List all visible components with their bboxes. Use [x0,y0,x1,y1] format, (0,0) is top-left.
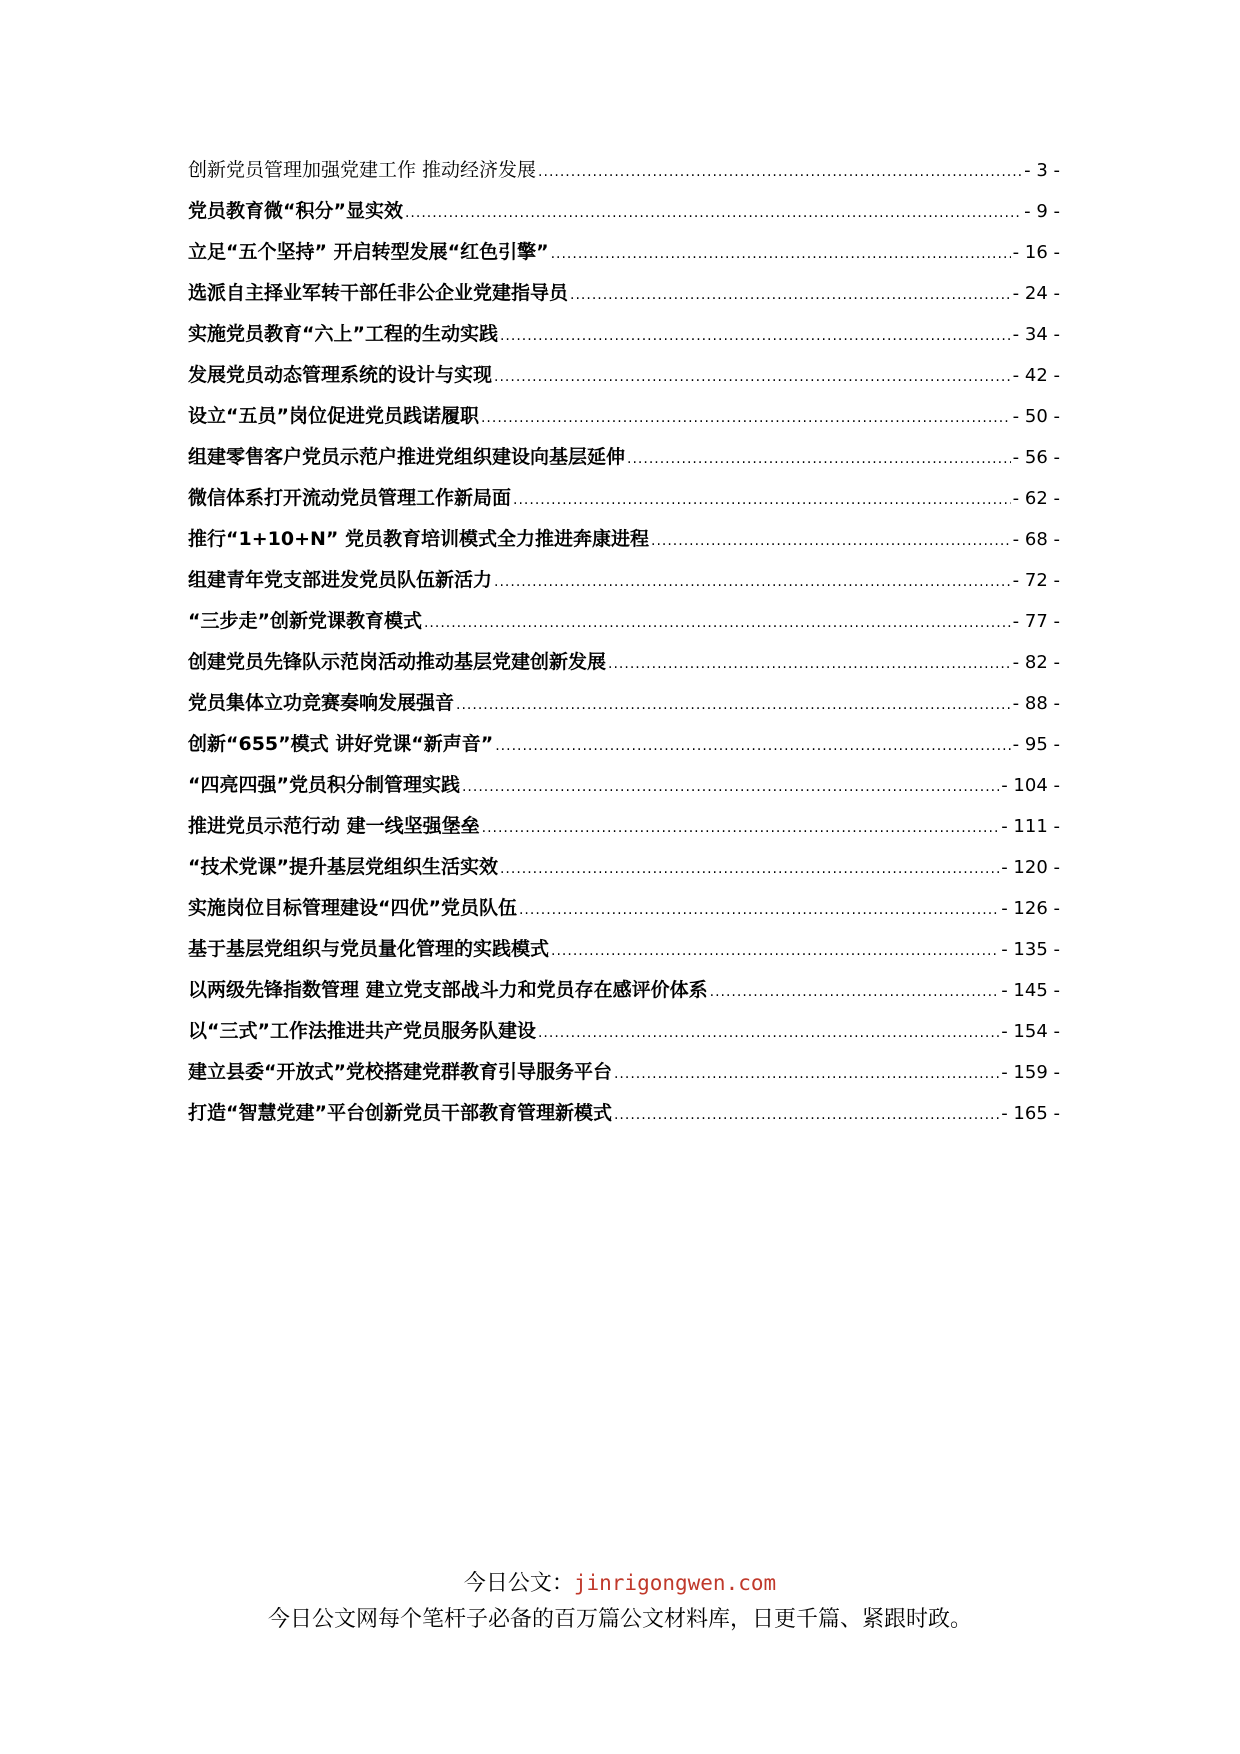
toc-entry-title: 党员教育微“积分”显实效 [188,200,403,222]
toc-entry-page: - 3 - [1024,160,1060,181]
toc-leader-dots [495,726,1010,765]
footer-source-label: 今日公文： [463,1571,574,1596]
toc-entry-title: 发展党员动态管理系统的设计与实现 [188,364,493,386]
toc-leader-dots [500,849,999,888]
toc-entry[interactable] [188,683,1060,724]
footer-tagline: 今日公文网每个笔杆子必备的百万篇公文材料库，日更千篇、紧跟时政。 [267,1607,972,1632]
toc-entry-title: “技术党课”提升基层党组织生活实效 [188,856,498,878]
toc-leader-dots [570,275,1011,314]
toc-entry[interactable] [188,560,1060,601]
toc-entry-page: - 145 - [1001,980,1060,1001]
toc-entry-title: 实施岗位目标管理建设“四优”党员队伍 [188,897,517,919]
toc-leader-dots [405,193,1022,232]
toc-leader-dots [651,521,1011,560]
toc-entry-title: 推行“1+10+N” 党员教育培训模式全力推进奔康进程 [188,528,649,550]
toc-entry-title: 以“三式”工作法推进共产党员服务队建设 [188,1020,536,1042]
toc-entry[interactable] [188,273,1060,314]
toc-leader-dots [551,234,1011,273]
toc-entry-page: - 104 - [1001,775,1060,796]
toc-leader-dots [614,1054,999,1093]
toc-entry[interactable] [188,1011,1060,1052]
toc-entry[interactable] [188,232,1060,273]
toc-leader-dots [538,1013,999,1052]
toc-leader-dots [456,685,1011,724]
toc-entry-page: - 95 - [1012,734,1060,755]
toc-entry[interactable] [188,437,1060,478]
toc-entry-title: 打造“智慧党建”平台创新党员干部教育管理新模式 [188,1102,612,1124]
toc-entry-title: 组建青年党支部进发党员队伍新活力 [188,569,493,591]
toc-entry[interactable] [188,478,1060,519]
toc-entry[interactable] [188,314,1060,355]
toc-entry[interactable] [188,1052,1060,1093]
footer-source-line [0,1566,1240,1597]
toc-leader-dots [608,644,1011,683]
toc-leader-dots [424,603,1011,642]
toc-entry-page: - 50 - [1012,406,1060,427]
toc-entry[interactable] [188,847,1060,888]
toc-entry-page: - 56 - [1012,447,1060,468]
toc-entry[interactable] [188,1093,1060,1134]
toc-entry-title: 组建零售客户党员示范户推进党组织建设向基层延伸 [188,446,626,468]
toc-entry-title: “三步走”创新党课教育模式 [188,610,422,632]
toc-entry[interactable] [188,396,1060,437]
toc-entry-page: - 72 - [1012,570,1060,591]
toc-entry[interactable] [188,355,1060,396]
toc-entry[interactable] [188,191,1060,232]
toc-entry-title: “四亮四强”党员积分制管理实践 [188,774,460,796]
toc-entry-title: 推进党员示范行动 建一线坚强堡垒 [188,815,480,837]
toc-entry-page: - 9 - [1024,201,1060,222]
toc-entry-page: - 111 - [1001,816,1060,837]
toc-entry-title: 创新“655”模式 讲好党课“新声音” [188,733,494,755]
toc-entry-page: - 42 - [1012,365,1060,386]
toc-entry[interactable] [188,806,1060,847]
toc-entry[interactable] [188,519,1060,560]
toc-entry-page: - 126 - [1001,898,1060,919]
toc-leader-dots [481,398,1011,437]
footer-source-link[interactable]: jinrigongwen.com [573,1571,777,1595]
toc-entry[interactable] [188,724,1060,765]
toc-entry-page: - 68 - [1012,529,1060,550]
toc-entry-page: - 88 - [1012,693,1060,714]
toc-entry-page: - 135 - [1001,939,1060,960]
toc-entry-page: - 159 - [1001,1062,1060,1083]
toc-entry[interactable] [188,150,1060,191]
toc-leader-dots [627,439,1011,478]
toc-entry-title: 实施党员教育“六上”工程的生动实践 [188,323,498,345]
toc-leader-dots [494,357,1011,396]
toc-entry-page: - 82 - [1012,652,1060,673]
toc-leader-dots [519,890,999,929]
toc-entry[interactable] [188,888,1060,929]
toc-entry[interactable] [188,970,1060,1011]
toc-entry-page: - 62 - [1012,488,1060,509]
toc-entry-page: - 154 - [1001,1021,1060,1042]
toc-entry-page: - 16 - [1012,242,1060,263]
toc-entry-title: 创建党员先锋队示范岗活动推动基层党建创新发展 [188,651,607,673]
toc-leader-dots [482,808,1000,847]
toc-entry-page: - 77 - [1012,611,1060,632]
toc-leader-dots [494,562,1011,601]
toc-entry-title: 建立县委“开放式”党校搭建党群教育引导服务平台 [188,1061,612,1083]
toc-entry-page: - 165 - [1001,1103,1060,1124]
toc-entry-title: 选派自主择业军转干部任非公企业党建指导员 [188,282,569,304]
toc-entry-page: - 34 - [1012,324,1060,345]
toc-entry-page: - 120 - [1001,857,1060,878]
toc-leader-dots [614,1095,999,1134]
table-of-contents [188,150,1060,1134]
toc-leader-dots [500,316,1011,355]
toc-entry-title: 立足“五个坚持” 开启转型发展“红色引擎” [188,241,549,263]
toc-entry-title: 设立“五员”岗位促进党员践诺履职 [188,405,479,427]
toc-leader-dots [462,767,999,806]
toc-entry-title: 创新党员管理加强党建工作 推动经济发展 [188,159,537,181]
toc-leader-dots [538,152,1022,191]
toc-entry-title: 以两级先锋指数管理 建立党支部战斗力和党员存在感评价体系 [188,979,708,1001]
toc-entry-title: 基于基层党组织与党员量化管理的实践模式 [188,938,550,960]
toc-entry[interactable] [188,642,1060,683]
toc-entry-page: - 24 - [1012,283,1060,304]
toc-entry[interactable] [188,765,1060,806]
toc-leader-dots [710,972,1000,1011]
toc-entry[interactable] [188,929,1060,970]
toc-leader-dots [513,480,1011,519]
toc-entry-title: 微信体系打开流动党员管理工作新局面 [188,487,512,509]
toc-entry[interactable] [188,601,1060,642]
toc-entry-title: 党员集体立功竞赛奏响发展强音 [188,692,455,714]
toc-leader-dots [551,931,999,970]
